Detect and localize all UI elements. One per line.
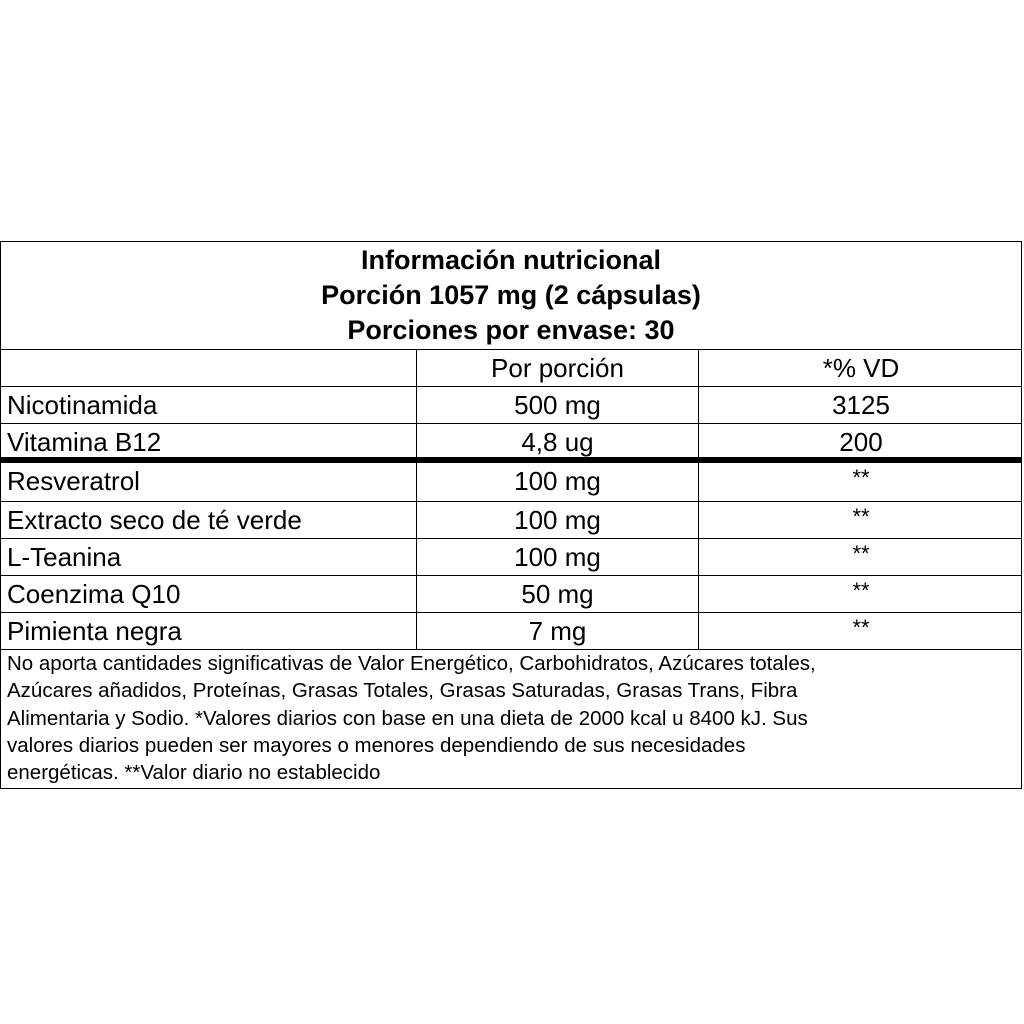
- ingredient-amount: 100 mg: [417, 502, 699, 538]
- ingredient-daily-value: **: [852, 541, 870, 566]
- nutrition-title: Información nutricional: [360, 245, 662, 275]
- column-header-nutrient: [1, 350, 417, 386]
- nutrition-facts-panel: [0, 241, 1022, 789]
- nutrient-daily-value: 200: [839, 427, 883, 457]
- ingredient-name: Pimienta negra: [1, 613, 417, 649]
- footnote: [1, 650, 1021, 786]
- nutrient-amount: 4,8 ug: [417, 424, 699, 457]
- nutrient-name: Nicotinamida: [1, 387, 417, 423]
- ingredient-name: L-Teanina: [1, 539, 417, 575]
- column-header-daily-value: *% VD: [822, 353, 900, 383]
- nutrient-daily-value: 3125: [832, 390, 890, 420]
- column-header-row: [1, 350, 1021, 387]
- footnote-line: Azúcares añadidos, Proteínas, Grasas Totales, Grasas Saturadas, Grasas Trans, Fibra: [7, 679, 798, 703]
- ingredient-name: Coenzima Q10: [1, 576, 417, 612]
- footnote-line: No aporta cantidades significativas de Valor Energético, Carbohidratos, Azúcares totales,: [7, 652, 816, 675]
- nutrient-amount: 500 mg: [417, 387, 699, 423]
- ingredient-daily-value: **: [852, 465, 870, 490]
- servings-per-container: Porciones por envase: 30: [347, 315, 675, 345]
- table-row: [1, 539, 1021, 576]
- ingredient-name: Extracto seco de té verde: [1, 502, 417, 538]
- ingredient-amount: 100 mg: [417, 463, 699, 501]
- table-row: [1, 576, 1021, 613]
- table-row: [1, 502, 1021, 539]
- nutrient-name: Vitamina B12: [1, 424, 417, 457]
- footnote-line: valores diarios pueden ser mayores o menores dependiendo de sus necesidades: [7, 733, 746, 757]
- footnote-line: Alimentaria y Sodio. *Valores diarios con base en una dieta de 2000 kcal u 8400 kJ. Sus: [7, 706, 808, 730]
- footnote-line: energéticas. **Valor diario no establecido: [7, 761, 381, 785]
- ingredient-daily-value: **: [852, 615, 870, 640]
- ingredient-amount: 100 mg: [417, 539, 699, 575]
- nutrition-header: [1, 242, 1021, 350]
- table-row: [1, 387, 1021, 424]
- table-row: [1, 613, 1021, 650]
- ingredient-name: Resveratrol: [1, 463, 417, 501]
- ingredient-amount: 50 mg: [417, 576, 699, 612]
- ingredient-daily-value: **: [852, 504, 870, 529]
- ingredient-amount: 7 mg: [417, 613, 699, 649]
- column-header-per-serving: Por porción: [417, 350, 699, 386]
- table-row: [1, 463, 1021, 502]
- table-row: [1, 424, 1021, 457]
- serving-size: Porción 1057 mg (2 cápsulas): [321, 280, 701, 310]
- ingredient-daily-value: **: [852, 578, 870, 603]
